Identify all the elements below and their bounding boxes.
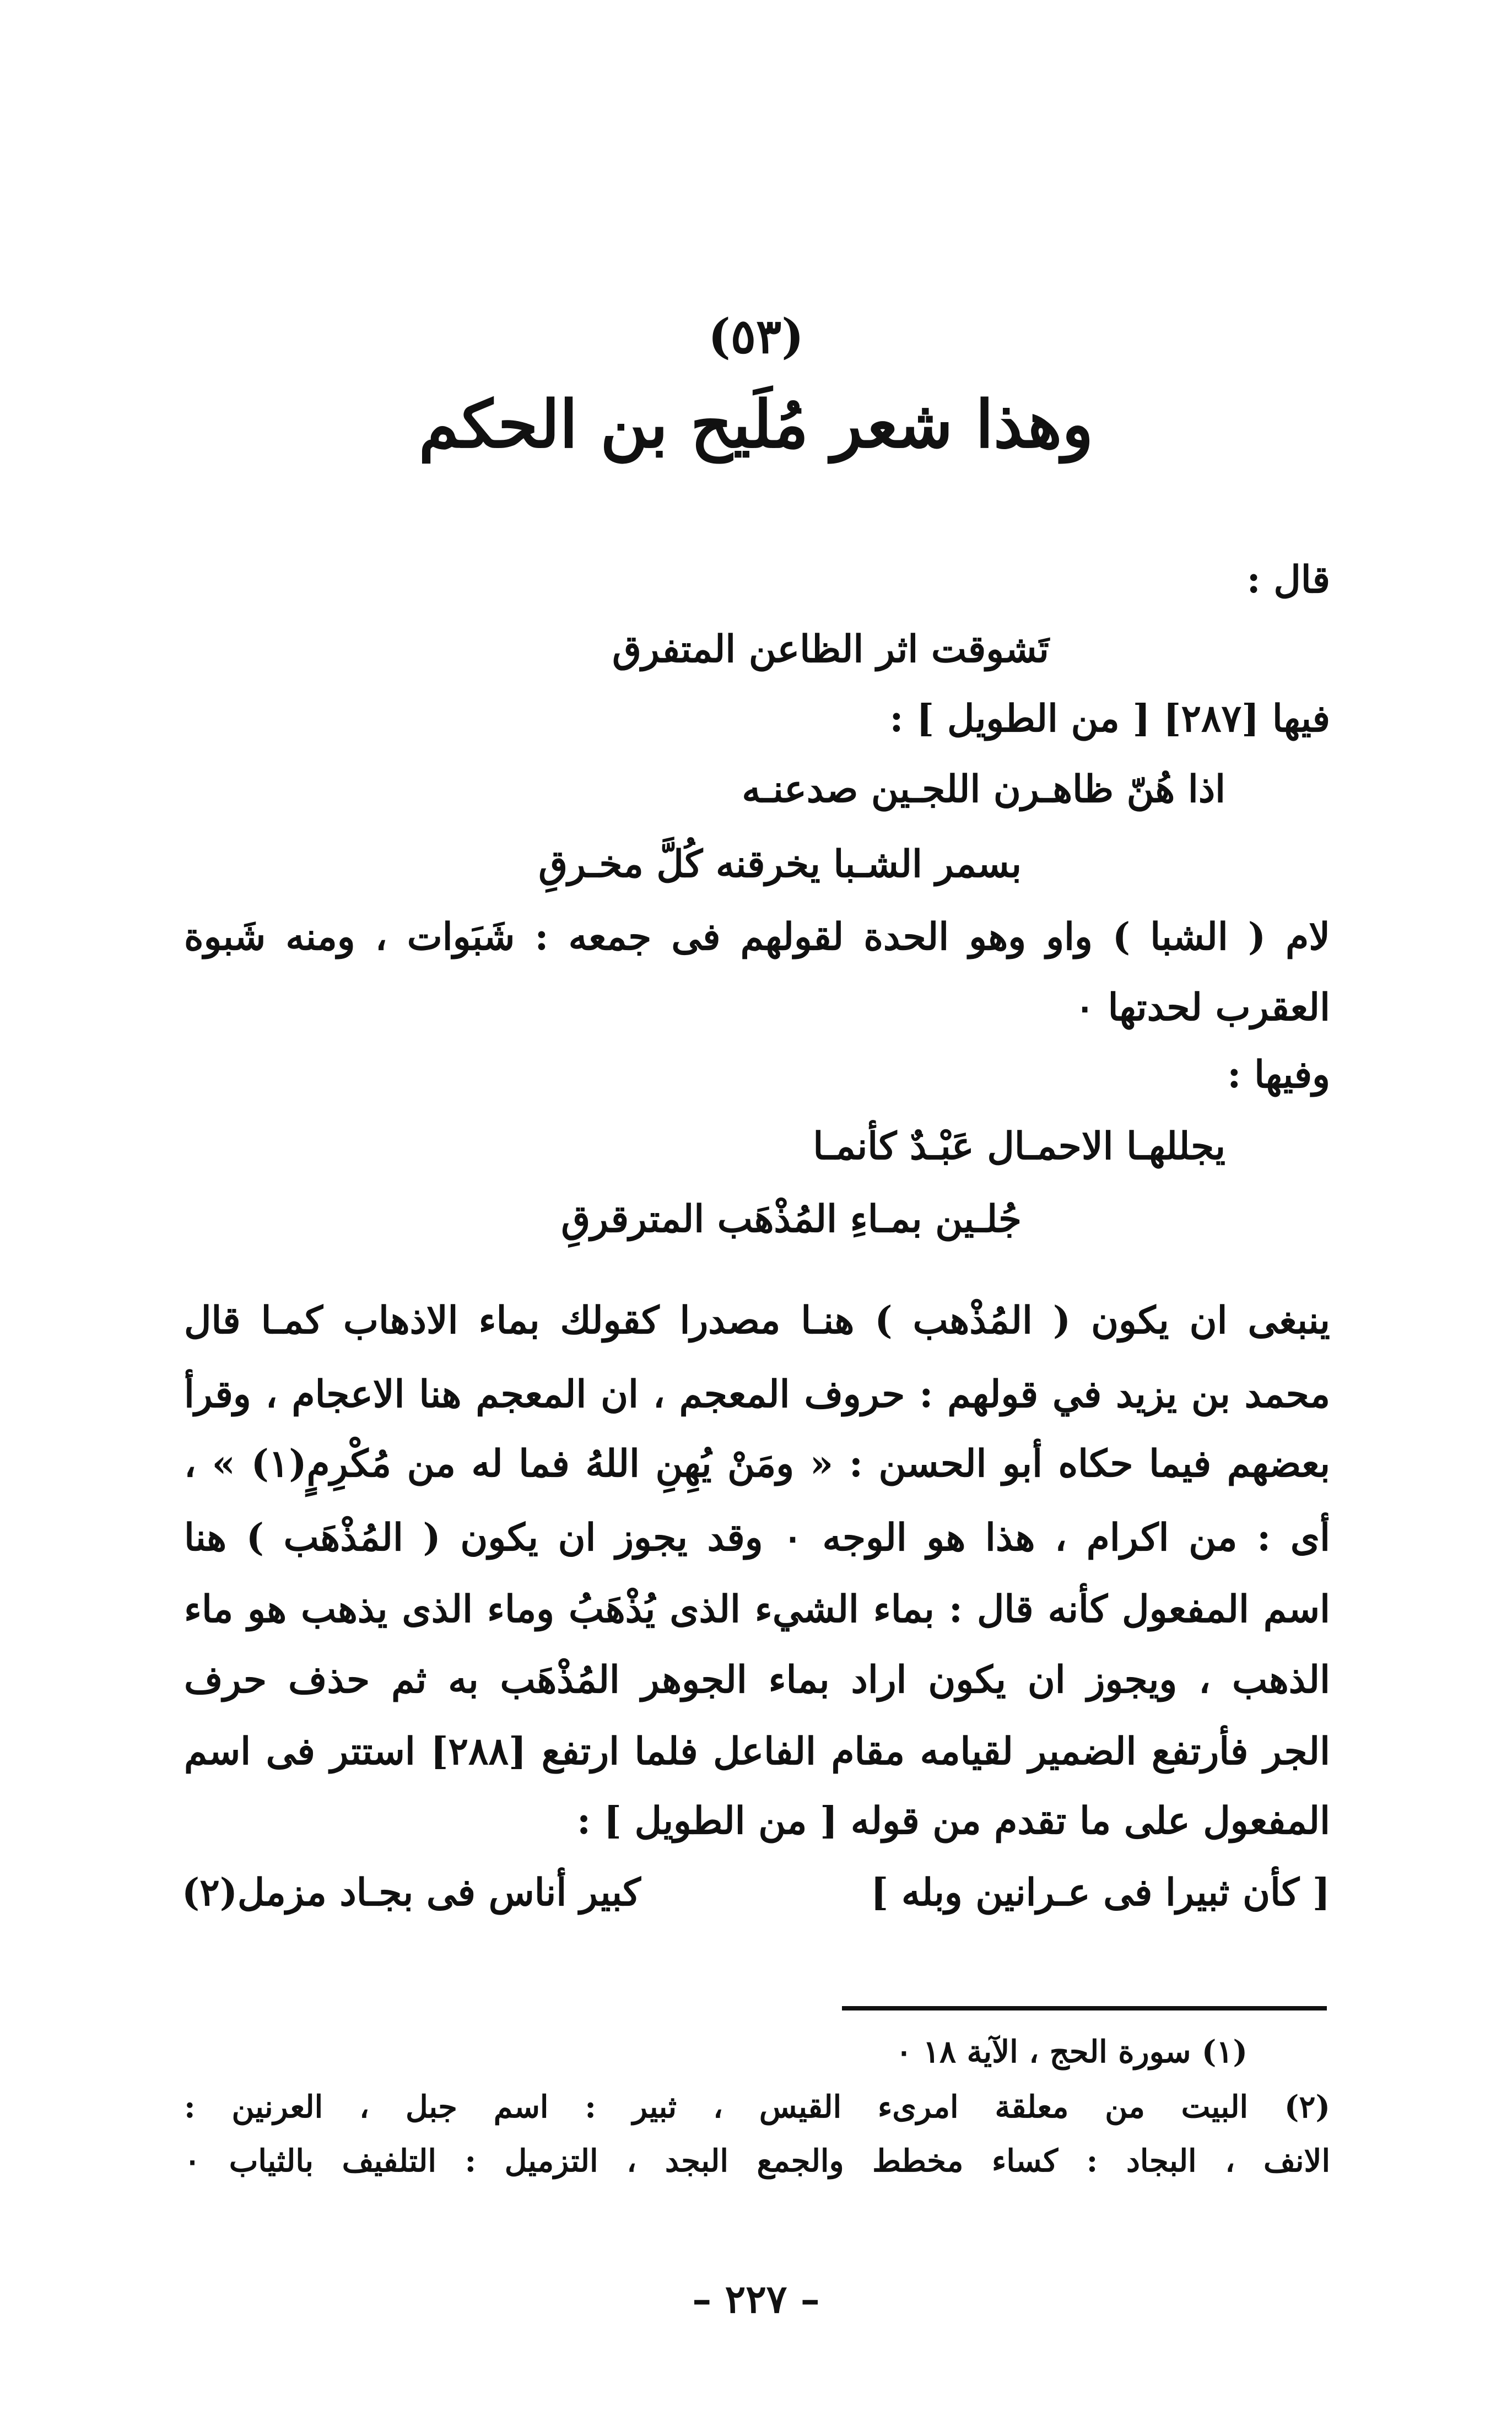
meter-note-1: فيها [٢٨٧] [ من الطويل ] :	[889, 697, 1330, 741]
footnote-separator	[842, 2006, 1327, 2010]
paragraph-line: ينبغى ان يكون ( المُذْهب ) هنـا مصدرا كقولك بماء الاذهاب كمـا قال	[184, 1298, 1330, 1343]
explanation-line: العقرب لحدتها ٠	[1074, 985, 1330, 1029]
verse1-second-hemistich: بسمر الشـبا يخرقنه كُلَّ مخـرقِ	[538, 842, 1022, 886]
fiha-label: وفيها :	[1227, 1053, 1330, 1097]
paragraph-line: بعضهم فيما حكاه أبو الحسن : « ومَنْ يُهِنِ اللهُ فما له من مُكْرِمٍ(١) » ،	[184, 1442, 1331, 1486]
chapter-number: (٥٣)	[708, 309, 804, 364]
page-number: – ٢٢٧ –	[692, 2276, 820, 2322]
verse3-second-hemistich: كبير أناس فى بجـاد مزمل(٢)	[182, 1871, 641, 1915]
explanation-line: لام ( الشبا ) واو وهو الحدة لقولهم فى جمعه : شَبَوات ، ومنه شَبوة	[184, 915, 1330, 959]
paragraph-line: الذهب ، ويجوز ان يكون اراد بماء الجوهر المُذْهَب به ثم حذف حرف	[184, 1658, 1330, 1702]
footnote-2: (٢) البيت من معلقة امرىء القيس ، ثبير : اسم جبل ، العرنين :	[184, 2089, 1330, 2125]
verse-intro: تَشوقت اثر الظاعن المتفرق	[612, 627, 1049, 671]
footnote-1: (١) سورة الحج ، الآية ١٨ ٠	[895, 2034, 1248, 2070]
verse2-first-hemistich: يجللهـا الاحمـال عَبْـدٌ كأنمـا	[813, 1124, 1225, 1168]
verse2-second-hemistich: جُلـين بمـاءِ المُذْهَب المترقرقِ	[561, 1197, 1022, 1241]
verse1-first-hemistich: اذا هُنّ ظاهـرن اللجـين صدعنـه	[742, 767, 1225, 811]
qal-label: قال :	[1246, 558, 1330, 602]
paragraph-line: المفعول على ما تقدم من قوله [ من الطويل ] :	[576, 1799, 1330, 1843]
paragraph-line: الجر فأرتفع الضمير لقيامه مقام الفاعل فلما ارتفع [٢٨٨] استتر فى اسم	[184, 1729, 1330, 1774]
page-title: وهذا شعر مُلَيح بن الحكم	[418, 386, 1094, 462]
paragraph-line: محمد بن يزيد في قولهم : حروف المعجم ، ان المعجم هنا الاعجام ، وقرأ	[184, 1372, 1330, 1416]
verse3-first-hemistich: [ كأن ثبيرا فى عـرانين وبله ]	[871, 1871, 1330, 1915]
footnote-2-continued: الانف ، البجاد : كساء مخطط والجمع البجد ، التزميل : التلفيف بالثياب ٠	[184, 2143, 1330, 2179]
paragraph-line: أى : من اكرام ، هذا هو الوجه ٠ وقد يجوز ان يكون ( المُذْهَب ) هنا	[184, 1516, 1330, 1560]
paragraph-line: اسم المفعول كأنه قال : بماء الشيء الذى يُذْهَبُ وماء الذى يذهب هو ماء	[184, 1587, 1330, 1631]
